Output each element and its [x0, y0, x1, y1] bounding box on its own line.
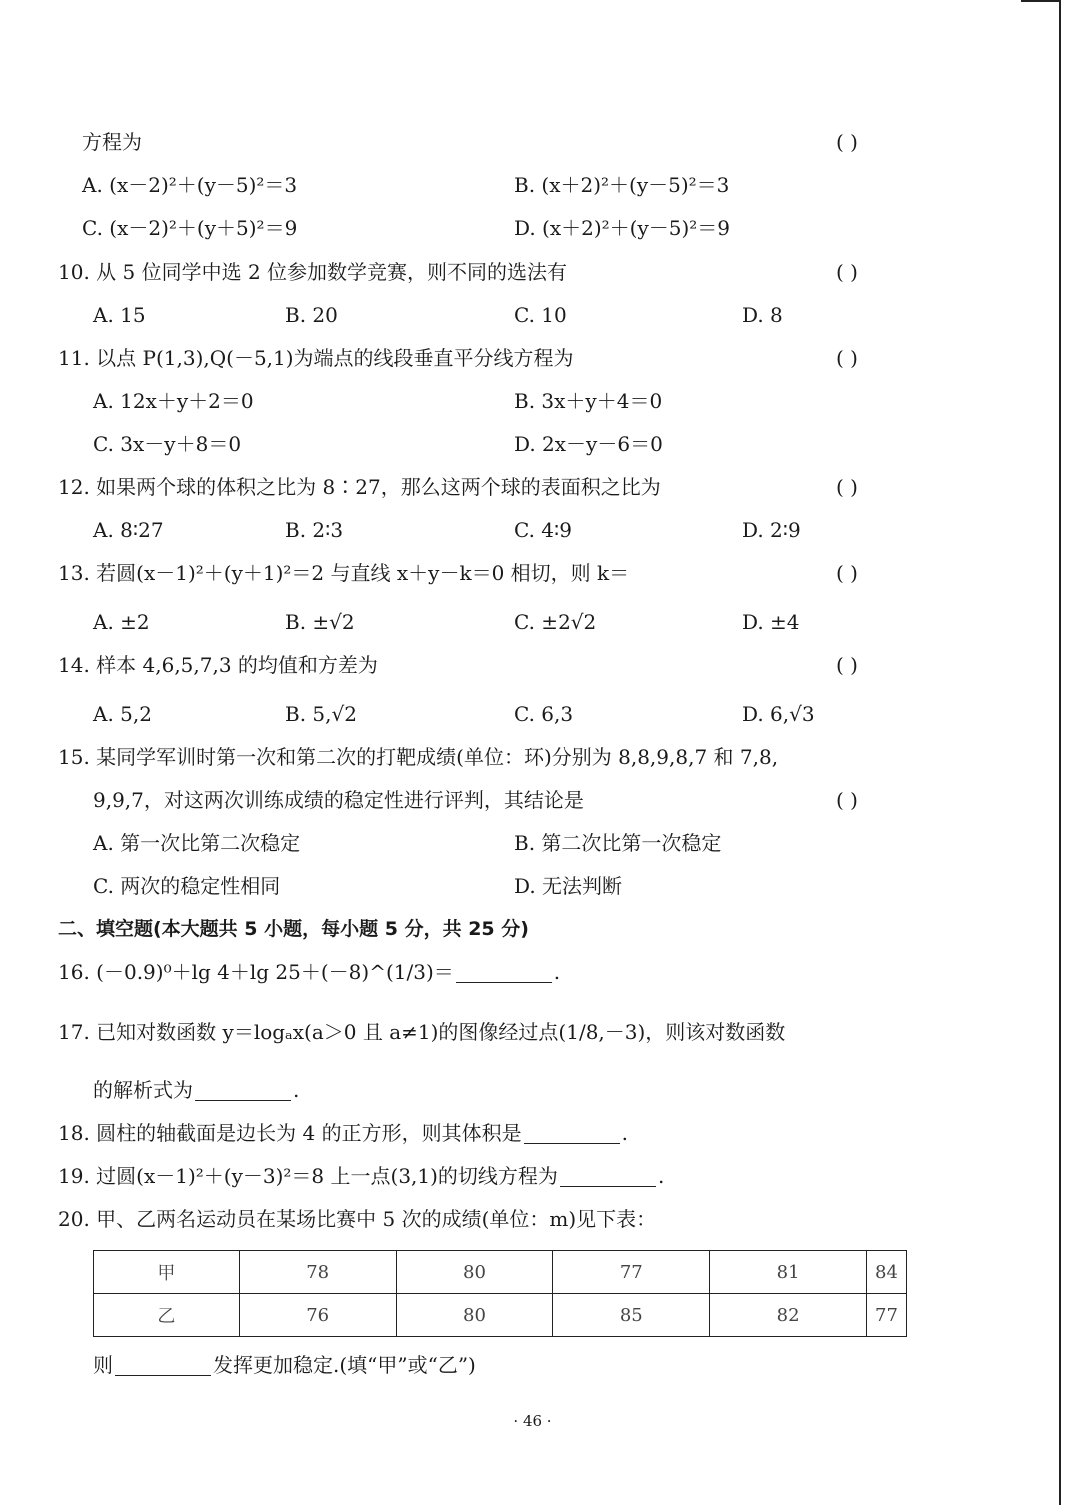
- q20-stem: 20. 甲、乙两名运动员在某场比赛中 5 次的成绩(单位：m)见下表：: [58, 1207, 657, 1231]
- q14-stem: 14. 样本 4,6,5,7,3 的均值和方差为 ( ): [58, 653, 858, 677]
- q15-stem-line1: 15. 某同学军训时第一次和第二次的打靶成绩(单位：环)分别为 8,8,9,8,7 和 7,8,: [58, 745, 779, 769]
- q10-option-d: D. 8: [742, 303, 783, 327]
- q20-answer-line: 则 发挥更加稳定.(填“甲”或“乙”): [93, 1353, 476, 1377]
- q19-answer-blank[interactable]: [560, 1164, 656, 1187]
- table-row: [94, 1251, 907, 1294]
- q13-options: [0, 607, 1065, 637]
- q14-option-d: D. 6,√3: [742, 702, 815, 726]
- score-cell: 80: [396, 1251, 553, 1294]
- q14-option-c: C. 6,3: [514, 702, 574, 726]
- q12-stem: 12. 如果两个球的体积之比为 8∶27，那么这两个球的表面积之比为 ( ): [58, 475, 858, 499]
- q12-option-d: D. 2∶9: [742, 518, 801, 542]
- q10-option-c: C. 10: [514, 303, 567, 327]
- q9-stem: 方程为 ( ): [82, 130, 858, 154]
- score-cell: 85: [553, 1294, 710, 1337]
- q19: 19. 过圆(x－1)²＋(y－3)²＝8 上一点(3,1)的切线方程为 .: [58, 1164, 665, 1188]
- q11-option-c: C. 3x－y＋8＝0: [93, 432, 242, 456]
- page-number: · 46 ·: [513, 1412, 552, 1430]
- q12-option-a: A. 8∶27: [93, 518, 164, 542]
- q12-options: [0, 515, 1065, 545]
- score-cell: 82: [710, 1294, 867, 1337]
- q15-options-row2: [0, 871, 1065, 901]
- q20-answer-blank[interactable]: [115, 1353, 211, 1376]
- q17-line2: 的解析式为 .: [93, 1078, 300, 1102]
- q15-stem-line2: 9,9,7，对这两次训练成绩的稳定性进行评判，其结论是 ( ): [93, 788, 858, 812]
- q9-options-row2: [0, 213, 1065, 243]
- q13-option-d: D. ±4: [742, 610, 800, 634]
- q14-option-a: A. 5,2: [93, 702, 152, 726]
- score-cell: 77: [553, 1251, 710, 1294]
- q9-option-a: A. (x－2)²＋(y－5)²＝3: [82, 173, 298, 197]
- q14-option-b: B. 5,√2: [285, 702, 357, 726]
- q12-option-c: C. 4∶9: [514, 518, 572, 542]
- q18: 18. 圆柱的轴截面是边长为 4 的正方形，则其体积是 .: [58, 1121, 628, 1145]
- q17-answer-blank[interactable]: [195, 1078, 291, 1101]
- q11-option-d: D. 2x－y－6＝0: [514, 432, 663, 456]
- score-cell: 80: [396, 1294, 553, 1337]
- q17-line1: 17. 已知对数函数 y＝logₐx(a＞0 且 a≠1)的图像经过点(1/8,－3)，则该对数函数: [58, 1020, 786, 1044]
- q13-option-b: B. ±√2: [285, 610, 355, 634]
- score-cell: 77: [866, 1294, 906, 1337]
- score-cell: 84: [866, 1251, 906, 1294]
- page-border-top: [1021, 0, 1061, 2]
- q9-option-c: C. (x－2)²＋(y＋5)²＝9: [82, 216, 298, 240]
- score-cell: 78: [239, 1251, 396, 1294]
- q16-answer-blank[interactable]: [456, 960, 552, 983]
- q10-options: [0, 300, 1065, 330]
- q9-option-b: B. (x＋2)²＋(y－5)²＝3: [514, 173, 730, 197]
- q15-option-c: C. 两次的稳定性相同: [93, 874, 281, 898]
- q11-options-row1: [0, 386, 1065, 416]
- q15-options-row1: [0, 828, 1065, 858]
- q9-option-d: D. (x＋2)²＋(y－5)²＝9: [514, 216, 731, 240]
- score-cell: 81: [710, 1251, 867, 1294]
- score-table: [93, 1250, 907, 1337]
- athlete-name-cell: 乙: [94, 1294, 240, 1337]
- q9-options-row1: [0, 170, 1065, 200]
- q12-option-b: B. 2∶3: [285, 518, 344, 542]
- q13-stem: 13. 若圆(x－1)²＋(y＋1)²＝2 与直线 x＋y－k＝0 相切，则 k＝ ( ): [58, 561, 858, 585]
- athlete-name-cell: 甲: [94, 1251, 240, 1294]
- q10-option-a: A. 15: [93, 303, 146, 327]
- q15-option-b: B. 第二次比第一次稳定: [514, 831, 722, 855]
- q11-options-row2: [0, 429, 1065, 459]
- q13-option-c: C. ±2√2: [514, 610, 597, 634]
- table-row: [94, 1294, 907, 1337]
- q10-option-b: B. 20: [285, 303, 338, 327]
- section-heading: 二、填空题(本大题共 5 小题，每小题 5 分，共 25 分): [58, 918, 529, 940]
- q10-stem: 10. 从 5 位同学中选 2 位参加数学竞赛，则不同的选法有 ( ): [58, 260, 858, 284]
- q15-option-a: A. 第一次比第二次稳定: [93, 831, 301, 855]
- q16: 16. (－0.9)⁰＋lg 4＋lg 25＋(－8)^(1/3)＝ .: [58, 960, 561, 984]
- q11-option-b: B. 3x＋y＋4＝0: [514, 389, 663, 413]
- score-cell: 76: [239, 1294, 396, 1337]
- q18-answer-blank[interactable]: [524, 1121, 620, 1144]
- q11-option-a: A. 12x＋y＋2＝0: [93, 389, 254, 413]
- q15-option-d: D. 无法判断: [514, 874, 623, 898]
- q11-stem: 11. 以点 P(1,3),Q(－5,1)为端点的线段垂直平分线方程为 ( ): [58, 346, 858, 370]
- q14-options: [0, 699, 1065, 729]
- q13-option-a: A. ±2: [93, 610, 150, 634]
